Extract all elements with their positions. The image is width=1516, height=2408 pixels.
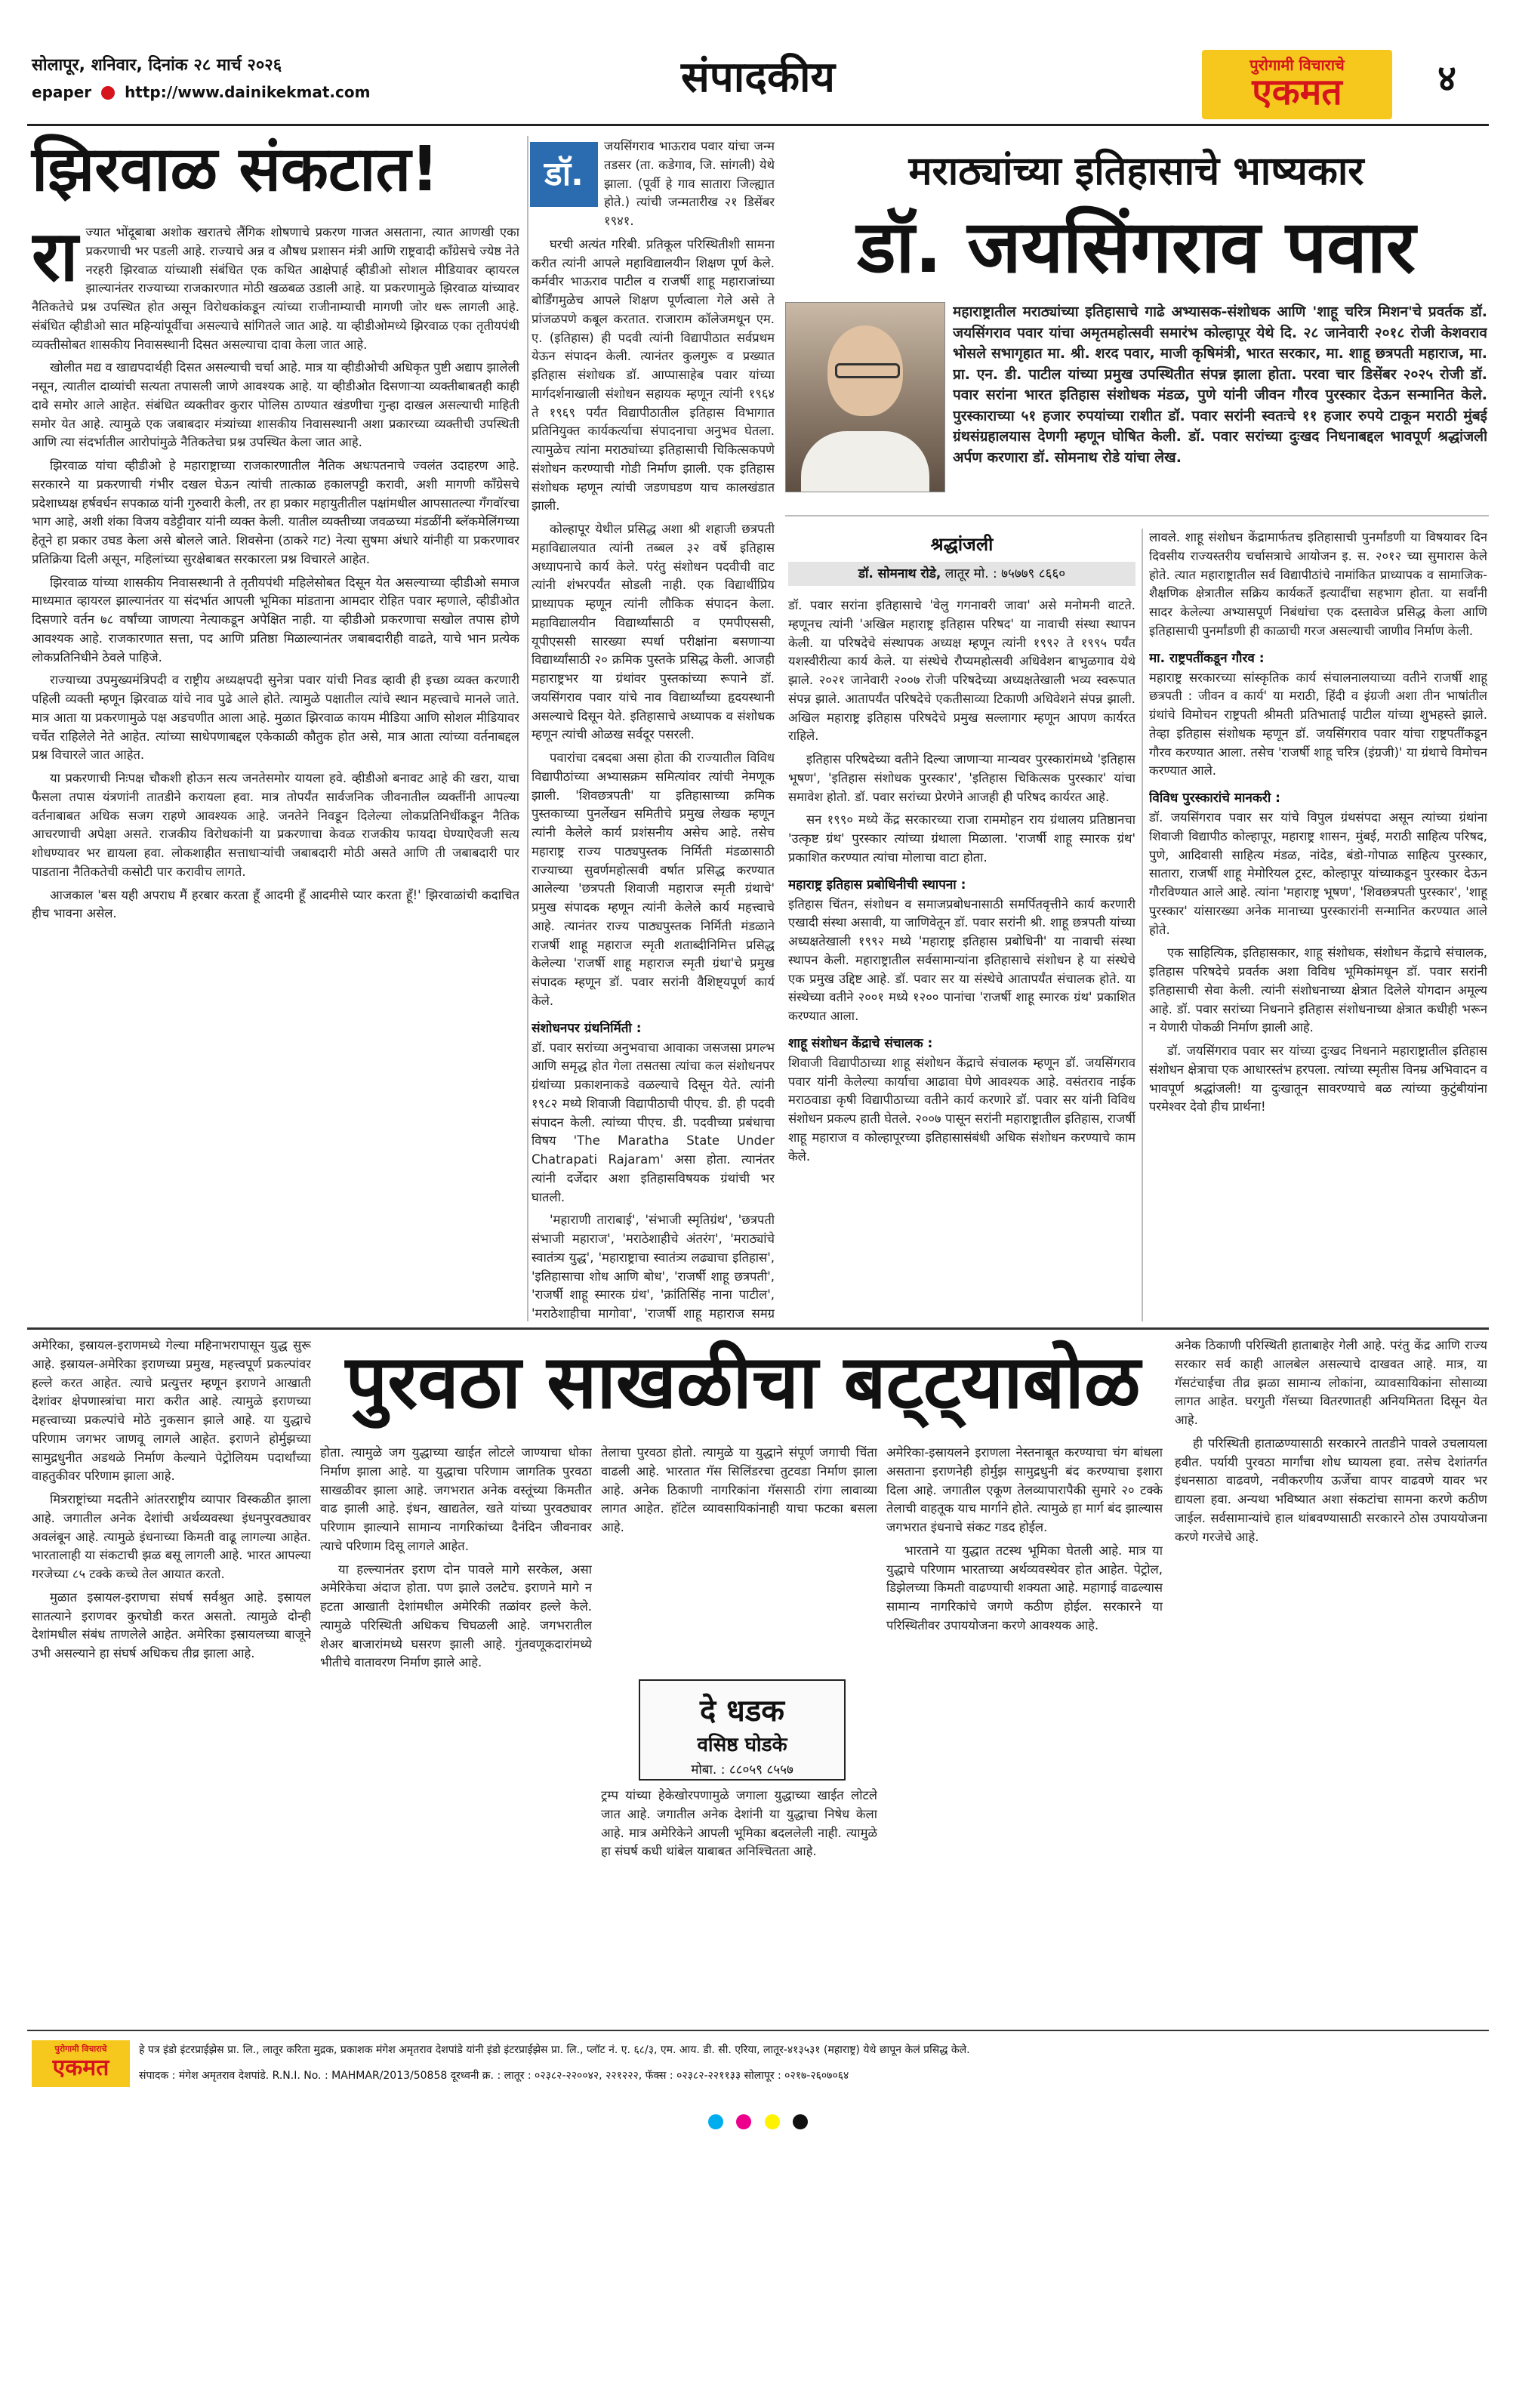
editorial-body (32, 224, 519, 1323)
supply-paragraph: भारताने या युद्धात तटस्थ भूमिका घेतली आहे. मात्र या युद्धाचे परिणाम भारताच्या अर्थव्यवस्थेवर होत आहेत. पेट्रोल, डिझेलच्या किमती वाढण्याची शक्यता आहे. महागाई वाढल्यास सामान्य नागरिकांचे जगणे कठीण होईल. सरकारने या परिस्थितीवर उपाययोजना करणे आवश्यक आहे. (886, 1543, 1163, 1633)
subheading: विविध पुरस्कारांचे मानकरी : (1149, 791, 1280, 806)
tribute-paragraph: डॉ. जयसिंगराव पवार सर यांचे विपुल ग्रंथसंपदा असून त्यांच्या ग्रंथांना शिवाजी विद्यापीठ कोल्हापूर, महाराष्ट्र शासन, मुंबई, मराठी साहित्य परिषद, पुणे, आदिवासी साहित्य मंडळ, नांदेड, बंडो-गोपाळ साहित्य पुरस्कार, सातारा, राजर्षी शाहू मेमोरियल ट्रस्ट, कोल्हापूर यांच्याकडून पुरस्कार देऊन गौरविण्यात आले आहे. त्यांना 'महाराष्ट्र भूषण', 'शिवछत्रपती पुरस्कार', 'शाहू पुरस्कार' यांसारख्या अनेक मानाच्या पुरस्कारांनी सन्मानित करण्यात आले होते. (1149, 810, 1487, 937)
tribute-paragraph: जयसिंगराव भाऊराव पवार यांचा जन्म तडसर (ता. कडेगाव, जि. सांगली) येथे झाला. (पूर्वी हे गाव सातारा जिल्ह्यात होते.) त्यांची जन्मतारीख २१ डिसेंबर १९४१. (604, 139, 775, 228)
tribute-paragraph: एक साहित्यिक, इतिहासकार, शाहू संशोधक, संशोधन केंद्राचे संचालक, इतिहास परिषदेचे प्रवर्तक अशा विविध भूमिकांमधून डॉ. पवार सरांनी इतिहासाची सेवा केली. त्यांनी संशोधनाच्या क्षेत्रात दिलेले योगदान अमूल्य आहे. डॉ. पवार सरांच्या निधनाने इतिहास संशोधनाच्या क्षेत्रात कधीही भरून न येणारी पोकळी निर्माण झाली आहे. (1149, 945, 1487, 1035)
editorial-paragraph: आजकाल 'बस यही अपराध मैं हरबार करता हूँ आदमी हूँ आदमीसे प्यार करता हूँ!' झिरवाळांची कदाचित हीच भावना असेल. (32, 887, 519, 921)
footer-logo-tagline: पुरोगामी विचाराचे (54, 2044, 107, 2054)
portrait-photo (785, 302, 945, 492)
portrait-glasses (835, 363, 900, 378)
tribute-label (788, 532, 1135, 557)
supply-paragraph: ट्रम्प यांच्या हेकेखोरपणामुळे जगाला युद्धाच्या खाईत लोटले जात आहे. जगातील अनेक देशांनी या युद्धाचा निषेध केला आहे. मात्र अमेरिकेने आपली भूमिका बदललेली नाही. त्यामुळे हा संघर्ष कधी थांबेल याबाबत अनिश्चितता आहे. (601, 1788, 877, 1859)
editorial-paragraph: राज्याच्या उपमुख्यमंत्रिपदी व राष्ट्रीय अध्यक्षपदी सुनेत्रा पवार यांची निवड व्हावी ही इच्छा व्यक्त करणारी पहिली व्यक्ती म्हणून झिरवाळ यांचे नाव पुढे आले होते. त्यामुळे पक्षातील त्यांचे स्थान महत्त्वाचे मानले जाते. मात्र आता या प्रकरणामुळे पक्ष अडचणीत आला आहे. मुळात झिरवाळ कायम मीडिया आणि सोशल मीडियावर चर्चेत राहिलेले नेते आहेत. त्यांच्या साधेपणाबद्दल एकेकाळी कौतुक होत असे, मात्र आता त्यांच्या वर्तनाबद्दल प्रश्न विचारले जात आहेत. (32, 673, 519, 763)
subheading: महाराष्ट्र इतिहास प्रबोधिनीची स्थापना : (788, 877, 966, 893)
tribute-paragraph: इतिहास परिषदेच्या वतीने दिल्या जाणाऱ्या मान्यवर पुरस्कारांमध्ये 'इतिहास भूषण', 'इतिहास संशोधक पुरस्कार', 'इतिहास चिकित्सक पुरस्कार' यांचा समावेश होतो. डॉ. पवार सरांच्या प्रेरणेने आजही ही परिषद कार्यरत आहे. (788, 752, 1135, 804)
supply-paragraph: तेलाचा पुरवठा होतो. त्यामुळे या युद्धाने संपूर्ण जगाची चिंता वाढली आहे. भारतात गॅस सिलिंडरचा तुटवडा निर्माण झाला आहे. अनेक ठिकाणी नागरिकांना गॅससाठी रांगा लावाव्या लागत आहेत. हॉटेल व्यावसायिकांनाही याचा फटका बसला आहे. (601, 1445, 877, 1534)
logo-name: एकमत (1252, 71, 1342, 113)
supply-col-2 (320, 1444, 592, 2016)
tribute-right-column (1149, 529, 1487, 1321)
tribute-paragraph: पवारांचा दबदबा असा होता की राज्यातील विविध विद्यापीठांच्या अभ्यासक्रम समित्यांवर त्यांची नेमणूक झाली. 'शिवछत्रपती' या इतिहासाच्या क्रमिक पुस्तकाच्या पुनर्लेखन समितीचे प्रमुख लेखक म्हणून त्यांनी केलेले कार्य प्रशंसनीय असेच आहे. तसेच महाराष्ट्र राज्य पाठ्यपुस्तक निर्मिती मंडळासाठी राज्याच्या सुवर्णमहोत्सवी वर्षात प्रसिद्ध करण्यात आलेल्या 'छत्रपती शिवाजी महाराज स्मृती ग्रंथाचे' प्रमुख संपादक म्हणून त्यांनी केलेले कार्य महत्त्वाचे आहे. त्यानंतर राज्य पाठ्यपुस्तक निर्मिती मंडळाने राजर्षी शाहू महाराज स्मृती शताब्दीनिमित्त प्रसिद्ध केलेल्या 'राजर्षी शाहू महाराज स्मृती ग्रंथा'चे प्रमुख संपादक म्हणून डॉ. पवार सरांनी वैशिष्ट्यपूर्ण कार्य केले. (532, 751, 775, 1008)
dropcap: रा (32, 224, 79, 297)
section-title: संपादकीय (681, 53, 835, 102)
tribute-paragraph: शिवाजी विद्यापीठाच्या शाहू संशोधन केंद्राचे संचालक म्हणून डॉ. जयसिंगराव पवार यांनी केलेल्या कार्याचा आढावा घेणे आवश्यक आहे. वसंतराव नाईक मराठवाडा कृषी विद्यापीठाच्या वतीने कार्य करणारे डॉ. पवार सर यांनी विविध संशोधन प्रकल्प हाती घेतले. २००७ पासून सरांनी महाराष्ट्रातील इतिहास, राजर्षी शाहू महाराज व कोल्हापूरच्या इतिहासासंबंधी अधिक संशोधन करण्याचे काम केले. (788, 1055, 1135, 1164)
column-author: वसिष्ठ घोडके (697, 1734, 787, 1756)
column-divider (1142, 529, 1143, 1321)
byline-author: डॉ. सोमनाथ रोडे, (858, 566, 941, 581)
epaper-text: epaper (32, 83, 92, 101)
subheading: संशोधनपर ग्रंथनिर्मिती : (532, 1020, 642, 1036)
intro-rule (785, 515, 1489, 516)
byline-bar (788, 562, 1135, 586)
yellow-dot (765, 2114, 780, 2129)
tribute-paragraph: इतिहास चिंतन, संशोधन व समाजप्रबोधनासाठी समर्पितवृत्तीने कार्य करणारी एखादी संस्था असावी, या जाणिवेतून डॉ. पवार सरांनी श्री. शाहू छत्रपती यांच्या अध्यक्षतेखाली १९९२ मध्ये 'महाराष्ट्र इतिहास प्रबोधिनी' या नावाची संस्था स्थापन केली. महाराष्ट्रातील सर्वसामान्यांना इतिहासाचे संशोधन हे या संस्थेचे एक प्रमुख उद्दिष्ट आहे. डॉ. पवार सर या संस्थेचे आतापर्यंत संचालक होते. या संस्थेच्या वतीने २००१ मध्ये १२०० पानांचा 'राजर्षी शाहू स्मारक ग्रंथ' प्रकाशित करण्यात आला. (788, 896, 1135, 1023)
color-registration-marks (0, 2114, 1516, 2144)
section-rule (27, 1327, 1489, 1330)
black-dot (793, 2114, 808, 2129)
subheading: मा. राष्ट्रपतींकडून गौरव : (1149, 650, 1265, 666)
supply-col-3 (601, 1444, 877, 1670)
supply-col-5 (1175, 1337, 1487, 2016)
badge-spacer (532, 137, 604, 213)
tribute-headline-name: डॉ. जयसिंगराव पवार (857, 205, 1416, 289)
supply-col-3b (601, 1787, 877, 2016)
column-box (639, 1679, 846, 1781)
tribute-paragraph: लावले. शाहू संशोधन केंद्रामार्फतच इतिहासाची पुनर्मांडणी या विषयावर दिन दिवसीय राज्यस्तरीय चर्चासत्राचे आयोजन इ. स. २०१२ च्या सुमारास केले होते. त्यात महाराष्ट्रातील सर्व विद्यापीठांचे नामांकित प्राध्यापक व सामाजिक-शैक्षणिक क्षेत्रातील सक्रिय कार्यकर्ते इत्यादींचा सहभाग होता. या सर्वांनी सादर केलेल्या अभ्यासपूर्ण निबंधांचा एक दस्तावेज प्रसिद्ध केला आणि इतिहासाची पुनर्मांडणी ही काळाची गरज असल्याची जाणीव निर्माण केली. (1149, 530, 1487, 638)
page-number: ४ (1437, 57, 1456, 100)
tribute-label-text: श्रद्धांजली (930, 534, 994, 555)
supply-headline: पुरवठा साखळीचा बट्ट्याबोळ (345, 1340, 1141, 1426)
supply-paragraph: ही परिस्थिती हाताळण्यासाठी सरकारने तातडीने पावले उचलायला हवीत. पर्यायी पुरवठा मार्गांचा शोध घ्यायला हवा. तसेच देशांतर्गत इंधनसाठा वाढवणे, नवीकरणीय ऊर्जेचा वापर वाढवणे यावर भर द्यायला हवा. अन्यथा भविष्यात अशा संकटांचा सामना करणे कठीण जाईल. सर्वसामान्यांचे हाल थांबवण्यासाठी सरकारने ठोस उपाययोजना करणे गरजेचे आहे. (1175, 1435, 1487, 1544)
byline-phone: लातूर मो. : ७५७७९ ८६६० (944, 566, 1066, 581)
header-rule (27, 124, 1489, 126)
tribute-mid-column (788, 597, 1135, 1321)
column-divider (527, 136, 528, 1321)
tribute-paragraph: कोल्हापूर येथील प्रसिद्ध अशा श्री शहाजी छत्रपती महाविद्यालयात त्यांनी तब्बल ३२ वर्षे इतिहास अध्यापनाचे कार्य केले. परंतु संशोधन पदवीची वाट त्यांनी शंभरपर्यंत सोडली नाही. एक विद्यार्थीप्रिय प्राध्यापक म्हणून त्यांनी लौकिक संपादन केला. महाविद्यालयीन विद्यार्थ्यांसाठी व एमपीएससी, यूपीएससी सारख्या स्पर्धा परीक्षांना बसणाऱ्या विद्यार्थ्यांसाठी २० क्रमिक पुस्तके प्रसिद्ध केली. आजही महाराष्ट्रभर या ग्रंथांवर पुस्तकांच्या रूपाने डॉ. जयसिंगराव पवार यांचे नाव विद्यार्थ्यांच्या हृदयस्थानी असल्याचे दिसून येते. इतिहासाचे अध्यापक व संशोधक म्हणून त्यांची ओळख सर्वदूर पसरली. (532, 522, 775, 742)
portrait-shirt (801, 431, 929, 492)
tribute-paragraph: घरची अत्यंत गरिबी. प्रतिकूल परिस्थितीशी सामना करीत त्यांनी आपले महाविद्यालयीन शिक्षण पूर्ण केले. कर्मवीर भाऊराव पाटील व राजर्षी शाहू महाराजांच्या बोर्डिंगमुळेच आपले शिक्षण पूर्णत्वाला गेले असे ते प्रांजळपणे कबूल करतात. राजाराम कॉलेजमधून एम. ए. (इतिहास) ही पदवी त्यांनी विद्यापीठात सर्वप्रथम येऊन संपादन केली. त्यानंतर कुलगुरू व प्रख्यात इतिहास संशोधक डॉ. आप्पासाहेब पवार यांच्या मार्गदर्शनाखाली संशोधन सहायक म्हणून त्यांनी १९६४ ते १९६९ पर्यंत विद्यापीठातील इतिहास विभागात प्रतिनियुक्त कार्यकर्त्याचा संपादनाचा अनुभव घेतला. त्यामुळेच त्यांना मराठ्यांच्या इतिहासाची चिकित्सकपणे संशोधन करण्याची गोडी निर्माण झाली. एक इतिहास संशोधक म्हणून त्यांची जडणघडण याच कालखंडात झाली. (532, 236, 775, 513)
logo-tagline: पुरोगामी विचाराचे (1249, 56, 1345, 74)
editorial-paragraph: ज्यात भोंदूबाबा अशोक खरातचे लैंगिक शोषणाचे प्रकरण गाजत असताना, त्यात आणखी एका प्रकरणाची भर पडली आहे. राज्याचे अन्न व औषध प्रशासन मंत्री आणि राष्ट्रवादी काँग्रेसचे ज्येष्ठ नेते नरहरी झिरवाळ यांच्याशी संबंधित एक कथित आक्षेपार्ह व्हीडीओ सोशल मीडियावर व्हायरल झाल्यानंतर राज्याच्या राजकारणात मोठी खळबळ उडाली आहे. या प्रकरणामुळे झिरवाळ यांच्यावर नैतिकतेचे प्रश्न उपस्थित होत असून विरोधकांकडून त्यांच्या राजीनाम्याची मागणी जोर धरू लागली आहे. संबंधित व्हीडीओ सात महिन्यांपूर्वीचा असल्याचे सांगितले जात आहे. या व्हीडीओमध्ये झिरवाळ एका तृतीयपंथी व्यक्तीसोबत शासकीय निवासस्थानी दिसत असल्याचा दावा केला जात आहे. (32, 225, 519, 352)
tribute-paragraph: डॉ. पवार सरांना इतिहासाचे 'वेलु गगनावरी जावा' असे मनोमनी वाटते. म्हणूनच त्यांनी 'अखिल महाराष्ट्र इतिहास परिषद' या नावाची संस्था स्थापन केली. या परिषदेचे संस्थापक अध्यक्ष म्हणून त्यांनी १९९२ ते १९९५ पर्यंत यशस्वीरीत्या कार्य केले. या संस्थेचे रौप्यमहोत्सवी अधिवेशन बाभुळगाव येथे झाले. २०२१ जानेवारी २००७ रोजी परिषदेच्या अध्यक्षतेखाली भव्य स्वरूपात संपन्न झाले. आतापर्यंत परिषदेचे एकतीसाव्या टिकाणी अधिवेशने संपन्न झाली. अखिल महाराष्ट्र इतिहास परिषदेचे प्रमुख सल्लागार म्हणून आपण कार्यरत राहिले. (788, 598, 1135, 744)
tribute-intro: महाराष्ट्रातील मराठ्यांच्या इतिहासाचे गाढे अभ्यासक-संशोधक आणि 'शाहू चरित्र मिशन'चे प्रवर्तक डॉ. जयसिंगराव पवार यांचा अमृतमहोत्सवी समारंभ कोल्हापूर येथे दि. २८ जानेवारी २०१८ रोजी केशवराव भोसले सभागृहात मा. श्री. शरद पवार, माजी कृषिमंत्री, भारत सरकार, मा. शाहू छत्रपती महाराज, मा. प्रा. एन. डी. पाटील यांच्या प्रमुख उपस्थितीत संपन्न झाला होता. परवा चार डिसेंबर २०२५ रोजी डॉ. पवार सरांना भारत इतिहास संशोधक मंडळ, पुणे यांनी जीवन गौरव पुरस्कार देऊन सन्मानित केले. पुरस्काराच्या ५१ हजार रुपयांच्या राशीत डॉ. पवार सरांनी स्वतःचे ११ हजार रुपये टाकून मराठी मुंबई ग्रंथसंग्रहालयास देणगी म्हणून घोषित केली. डॉ. पवार सरांच्या दुःखद निधनाबद्दल भावपूर्ण श्रद्धांजली अर्पण करणारा डॉ. सोमनाथ रोडे यांचा लेख. (953, 304, 1487, 466)
footer-rule (27, 2030, 1489, 2031)
cyan-dot (708, 2114, 723, 2129)
supply-paragraph: या हल्ल्यानंतर इराण दोन पावले मागे सरकेल, असा अमेरिकेचा अंदाज होता. पण झाले उलटेच. इराणने मागे न हटता आखाती देशांमधील अमेरिकी तळांवर हल्ले केले. त्यामुळे परिस्थिती अधिकच चिघळली आहे. जगभरातील शेअर बाजारांमध्ये घसरण झाली आहे. गुंतवणूकदारांमध्ये भीतीचे वातावरण निर्माण झाले आहे. (320, 1562, 592, 1670)
column-name: दे धडक (700, 1694, 784, 1728)
supply-paragraph: मित्रराष्ट्रांच्या मदतीने आंतरराष्ट्रीय व्यापार विस्कळीत झाला आहे. जगातील अनेक देशांची अर्थव्यवस्था इंधनपुरवठ्यावर अवलंबून आहे. त्यामुळे इंधनाच्या किमती वाढू लागल्या आहेत. भारतालाही या संकटाची झळ बसू लागली आहे. भारत आपल्या गरजेच्या ८५ टक्के कच्चे तेल आयात करतो. (32, 1492, 311, 1581)
footer-logo-name: एकमत (52, 2055, 109, 2081)
footer-logo (32, 2040, 130, 2087)
column-phone: मोबा. : ८८०५९ ८५५७ (691, 1762, 793, 1777)
imprint-line-1: हे पत्र इंडो इंटरप्राईझेस प्रा. लि., लातूर करिता मुद्रक, प्रकाशक मंगेश अमृतराव देशपांडे यांनी इंडो इंटरप्राईझेस प्रा. लि., प्लॉट नं. ए. ६८/३, एम. आय. डी. सी. एरिया, लातूर-४१३५३१ (महाराष्ट्र) येथे छापून केलं प्रसिद्ध केले. (139, 2044, 970, 2056)
page-header (0, 0, 1516, 134)
supply-col-4 (886, 1444, 1163, 2016)
editorial-paragraph: खोलीत मद्य व खाद्यपदार्थही दिसत असल्याची चर्चा आहे. मात्र या व्हीडीओची अधिकृत पुष्टी अद्याप झालेली नसून, त्यातील दाव्यांची सत्यता तपासली जाणे आवश्यक आहे. या व्हीडीओत दिसणाऱ्या व्यक्तीबाबतही काही दावे समोर आले आहेत. संबंधित व्यक्तीवर कुरार पोलिस ठाण्यात खंडणीचा गुन्हा दाखल असल्याची माहिती समोर येत आहे. त्यामुळे एक जबाबदार मंत्र्यांच्या शासकीय निवासस्थानी अशा प्रकारच्या व्यक्तीची उपस्थिती आणि त्या संदर्भातील आरोपांमुळे नैतिकतेचा प्रश्न उपस्थित केला जात आहे. (32, 360, 519, 450)
supply-col-1 (32, 1337, 311, 2016)
subheading: शाहू संशोधन केंद्राचे संचालक : (788, 1035, 933, 1051)
supply-paragraph: मुळात इस्रायल-इराणचा संघर्ष सर्वश्रुत आहे. इस्रायल सातत्याने इराणवर कुरघोडी करत असतो. त्यामुळे दोन्ही देशांमधील संबंध ताणलेले आहेत. अमेरिका इस्रायलच्या बाजूने उभी असल्याने हा संघर्ष अधिकच तीव्र झाला आहे. (32, 1589, 311, 1660)
tribute-paragraph: महाराष्ट्र सरकारच्या सांस्कृतिक कार्य संचालनालयाच्या वतीने राजर्षी शाहू छत्रपती : जीवन व कार्य' या मराठी, हिंदी व इंग्रजी अशा तीन भाषांतील ग्रंथांचे विमोचन राष्ट्रपती श्रीमती प्रतिभाताई पाटील यांच्या शुभहस्ते झाले. तेव्हा इतिहास संशोधक म्हणून डॉ. जयसिंगराव पवार यांचा राष्ट्रपतींकडून गौरव करण्यात आला. तसेच 'राजर्षी शाहू चरित्र (इंग्रजी)' या ग्रंथाचे विमोचन करण्यात आले. (1149, 670, 1487, 779)
supply-paragraph: अनेक ठिकाणी परिस्थिती हाताबाहेर गेली आहे. परंतु केंद्र आणि राज्य सरकार सर्व काही आलबेल असल्याचे दाखवत आहे. मात्र, या गॅसटंचाईचा तीव्र झळा सामान्य लोकांना, व्यावसायिकांना सोसाव्या लागत आहेत. घरगुती गॅसच्या वितरणातही अनियमितता दिसून येत आहे. (1175, 1338, 1487, 1427)
editorial-paragraph: या प्रकरणाची निःपक्ष चौकशी होऊन सत्य जनतेसमोर यायला हवे. व्हीडीओ बनावट आहे की खरा, याचा फैसला तपास यंत्रणांनी तातडीने करायला हवा. मात्र तोपर्यंत सार्वजनिक जीवनातील व्यक्तींनी आपल्या वर्तनाबाबत अधिक सजग राहणे आवश्यक आहे. जनतेने निवडून दिलेल्या लोकप्रतिनिधींकडून नैतिक आचरणाची अपेक्षा असते. राजकीय विरोधकांनी या प्रकरणाचा केवळ राजकीय फायदा घेण्याऐवजी सत्य शोधण्यावर भर द्यायला हवा. लोकशाहीत सत्ताधाऱ्यांची जबाबदारी मोठी असते आणि ती जबाबदारी पार पाडताना नैतिकतेची कसोटी पार करावीच लागते. (32, 771, 519, 879)
tribute-paragraph: सन १९९० मध्ये केंद्र सरकारच्या राजा राममोहन राय ग्रंथालय प्रतिष्ठानचा 'उत्कृष्ट ग्रंथ' पुरस्कार त्यांच्या ग्रंथाला मिळाला. 'राजर्षी शाहू स्मारक ग्रंथ' प्रकाशित करण्यात त्यांचा मोलाचा वाटा होता. (788, 812, 1135, 865)
website-link[interactable]: http://www.dainikekmat.com (125, 83, 371, 101)
tribute-headline-top: मराठ्यांच्या इतिहासाचे भाष्यकार (908, 149, 1364, 194)
tribute-badge: डॉ. (530, 142, 598, 207)
tribute-paragraph: 'महाराणी ताराबाई', 'संभाजी स्मृतिग्रंथ', 'छत्रपती संभाजी महाराज', 'मराठेशाहीचे अंतरंग', 'मराठ्यांचे स्वातंत्र्य युद्ध', 'महाराष्ट्राचा स्वातंत्र्य लढ्याचा इतिहास', 'इतिहासाचा शोध आणि बोध', 'राजर्षी शाहू छत्रपती', 'राजर्षी शाहू स्मारक ग्रंथ', 'क्रांतिसिंह नाना पाटील', 'मराठेशाहीचा मागोवा', 'राजर्षी शाहू महाराज समग्र (532, 1213, 775, 1321)
header-date: सोलापूर, शनिवार, दिनांक २८ मार्च २०२६ (32, 56, 282, 75)
editorial-headline: झिरवाळ संकटात! (32, 134, 439, 205)
tribute-paragraph: डॉ. जयसिंगराव पवार सर यांच्या दुःखद निधनाने महाराष्ट्रातील इतिहास संशोधन क्षेत्राचा एक आधारस्तंभ हरपला. त्यांच्या स्मृतीस विनम्र अभिवादन व भावपूर्ण श्रद्धांजली! या दुःखातून सावरण्याचे बळ त्यांच्या कुटुंबीयांना परमेश्वर देवो हीच प्रार्थना! (1149, 1044, 1487, 1115)
magenta-dot (736, 2114, 751, 2129)
editorial-paragraph: झिरवाळ यांचा व्हीडीओ हे महाराष्ट्राच्या राजकारणातील नैतिक अधःपतनाचे ज्वलंत उदाहरण आहे. सरकारने या प्रकरणाची गंभीर दखल घेऊन त्यांची तात्काळ हकालपट्टी करावी, अशी मागणी काँग्रेसचे प्रदेशाध्यक्ष हर्षवर्धन सपकाळ यांनी गुरुवारी केली, तर हा प्रकार महायुतीतील पक्षांमधील आपसातल्या गँगवॉरचा भाग आहे, अशी शंका विजय वडेट्टीवार यांनी व्यक्त केली. यातील व्यक्तीच्या जवळच्या मंडळींनी ब्लॅकमेलिंगच्या हेतूने हा प्रकार उघड केला असे बोलले जाते. शिवसेना (ठाकरे गट) नेत्या सुषमा अंधारे यांनीही या प्रकरणावर प्रतिक्रिया दिली असून, महिलांच्या सुरक्षेबाबत सरकारला प्रश्न विचारले आहेत. (32, 458, 519, 566)
editorial-paragraph: झिरवाळ यांच्या शासकीय निवासस्थानी ते तृतीयपंथी महिलेसोबत दिसून येत असल्याच्या व्हीडीओ समाज माध्यमात व्हायरल झाल्यानंतर या संदर्भात आपली भूमिका मांडताना आमदार रोहित पवार म्हणाले, व्हीडीओत दिसणारे वर्तन ७८ वर्षांच्या जाणत्या नेत्याकडून अपेक्षित नाही. या व्हीडीओ प्रकरणाचा सखोल तपास होणे आवश्यक आहे. राजकारणात सत्ता, पद आणि प्रतिष्ठा मिळाल्यानंतर जबाबदारीही वाढते, याचे भान प्रत्येक लोकप्रतिनिधीने ठेवले पाहिजे. (32, 575, 519, 664)
supply-paragraph: होता. त्यामुळे जग युद्धाच्या खाईत लोटले जाण्याचा धोका निर्माण झाला आहे. या युद्धाचा परिणाम जागतिक पुरवठा साखळीवर झाला आहे. जगभरात अनेक वस्तूंच्या किमतीत वाढ झाली आहे. इंधन, खाद्यतेल, खते यांच्या पुरवठ्यावर परिणाम झाल्याने सामान्य नागरिकांच्या दैनंदिन जीवनावर त्याचे परिणाम दिसू लागले आहेत. (320, 1445, 592, 1553)
tribute-lead-column (532, 137, 775, 1323)
imprint-line-2: संपादक : मंगेश अमृतराव देशपांडे. R.N.I. No. : MAHMAR/2013/50858 दूरध्वनी क्र. : लातूर : ०२३८२-२२००४२, २२१२२२, फॅक्स : ०२३८२-२२११३३ सोलापूर : ०२१७-२६०७०६४ (139, 2070, 849, 2082)
supply-paragraph: अमेरिका-इस्रायलने इराणला नेस्तनाबूत करण्याचा चंग बांधला असताना इराणनेही होर्मुझ सामुद्रधुनी बंद करण्याचा इशारा दिला आहे. जगातील एकूण तेलव्यापारापैकी सुमारे २० टक्के तेलाची वाहतूक याच मार्गाने होते. त्यामुळे हा मार्ग बंद झाल्यास जगभरात इंधनाचे संकट गडद होईल. (886, 1445, 1163, 1534)
supply-paragraph: अमेरिका, इस्रायल-इराणमध्ये गेल्या महिनाभरापासून युद्ध सुरू आहे. इस्रायल-अमेरिका इराणच्या प्रमुख, महत्त्वपूर्ण प्रकल्पांवर हल्ले करत आहेत. त्याचे प्रत्युत्तर म्हणून इराणने आखाती देशांवर क्षेपणास्त्रांचा मारा करीत आहे. त्यामुळे इराणच्या महत्त्वाच्या प्रकल्पांचे मोठे नुकसान झाले आहे. या युद्धाचे परिणाम जगभर जाणवू लागले आहेत. इराणने होर्मुझच्या सामुद्रधुनीत अडथळे निर्माण केल्याने पेट्रोलियम पदार्थांच्या वाहतुकीवर परिणाम झाला आहे. (32, 1338, 311, 1484)
masthead-logo (1202, 50, 1392, 119)
tribute-paragraph: डॉ. पवार सरांच्या अनुभवाचा आवाका जसजसा प्रगल्भ आणि समृद्ध होत गेला तसतसा त्यांचा कल संशोधनपर ग्रंथांच्या प्रकाशनाकडे वळल्याचे दिसून येते. त्यांनी १९८२ मध्ये शिवाजी विद्यापीठाची पीएच. डी. ही पदवी संपादन केली. त्यांच्या पीएच. डी. पदवीच्या प्रबंधाचा विषय 'The Maratha State Under Chatrapati Rajaram' असा होता. त्यानंतर त्यांनी दर्जेदार अशा इतिहासविषयक ग्रंथांची भर घातली. (532, 1040, 775, 1204)
